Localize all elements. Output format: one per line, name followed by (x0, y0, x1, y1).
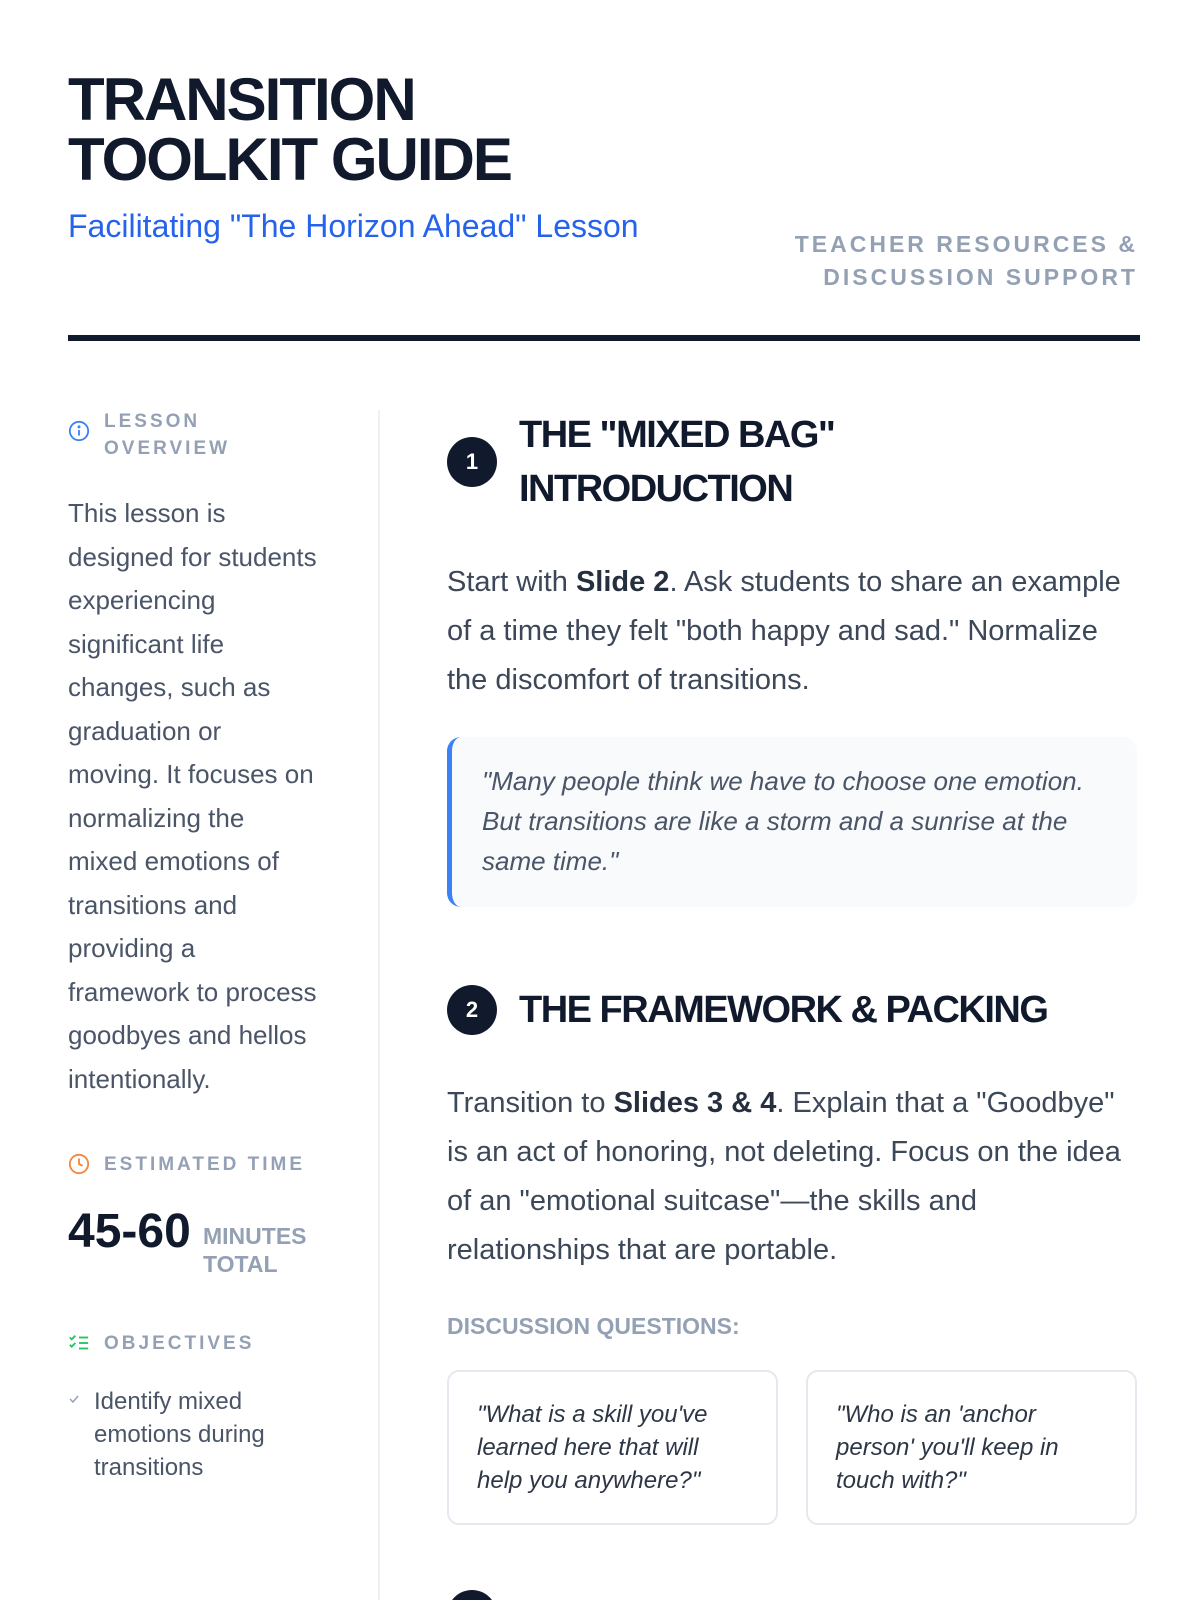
question-card: "Who is an 'anchor person' you'll keep in touch with?" (806, 1370, 1137, 1525)
section-body: Transition to Slides 3 & 4. Explain that a "Goodbye" is an act of honoring, not deleting. Focus on the idea of an "emotional suitcase"—the skills and relationships that are portable. (447, 1087, 1121, 1266)
info-icon (68, 420, 90, 442)
header-rule (68, 335, 1140, 341)
overview-label: LESSON OVERVIEW (104, 411, 231, 459)
main-content (447, 408, 1137, 1525)
section-heading (447, 983, 1137, 1037)
objective-text: Identify mixed emotions during transitions (94, 1388, 265, 1481)
checklist-icon (68, 1332, 90, 1354)
clock-icon (68, 1153, 90, 1175)
page-header (68, 66, 1138, 342)
section-title: THE FRAMEWORK & PACKING (519, 989, 1048, 1031)
section-title: THE "MIXED BAG" INTRODUCTION (519, 414, 835, 510)
list-item (68, 1385, 308, 1484)
overview-text: This lesson is designed for students experiencing significant life changes, such as graduation or moving. It focuses on normalizing the mixed emotions of transitions and providing a framework to process goodbyes and hellos intentionally. (68, 498, 317, 1094)
estimated-time (68, 1151, 328, 1278)
page-subtitle: Facilitating "The Horizon Ahead" Lesson (68, 208, 639, 244)
check-icon (68, 1393, 80, 1405)
section-heading (447, 408, 1137, 516)
time-label: ESTIMATED TIME (104, 1154, 306, 1175)
discussion-questions (447, 1370, 1137, 1525)
section-number-badge: 1 (447, 437, 497, 487)
slide-reference: Slide 2 (575, 566, 670, 598)
column-divider (378, 410, 380, 1600)
section-body: Start with Slide 2. Ask students to share an example of a time they felt "both happy and sad." Normalize the discomfort of transitions. (447, 566, 1121, 696)
slide-reference: Slides 3 & 4 (613, 1087, 777, 1119)
sidebar (68, 408, 328, 1484)
lesson-overview (68, 408, 328, 1101)
discussion-questions-label: DISCUSSION QUESTIONS: (447, 1313, 740, 1339)
time-heading (68, 1151, 328, 1178)
section-number-badge (447, 1590, 497, 1600)
time-value: 45-60 (68, 1205, 191, 1258)
time-unit: MINUTES TOTAL (203, 1223, 307, 1277)
objectives-heading (68, 1330, 328, 1357)
objectives-list (68, 1385, 328, 1484)
section-mixed-bag (447, 408, 1137, 907)
section-number-badge: 2 (447, 985, 497, 1035)
overview-heading (68, 408, 328, 462)
section-framework (447, 983, 1137, 1525)
objectives-label: OBJECTIVES (104, 1333, 255, 1354)
objectives (68, 1330, 328, 1484)
page-title: TRANSITION TOOLKIT GUIDE (68, 66, 511, 193)
facilitator-quote: "Many people think we have to choose one emotion. But transitions are like a storm and a sunrise at the same time." (447, 737, 1137, 907)
time-row (68, 1202, 328, 1278)
resource-tag: TEACHER RESOURCES & DISCUSSION SUPPORT (794, 231, 1138, 290)
question-card: "What is a skill you've learned here that will help you anywhere?" (447, 1370, 778, 1525)
